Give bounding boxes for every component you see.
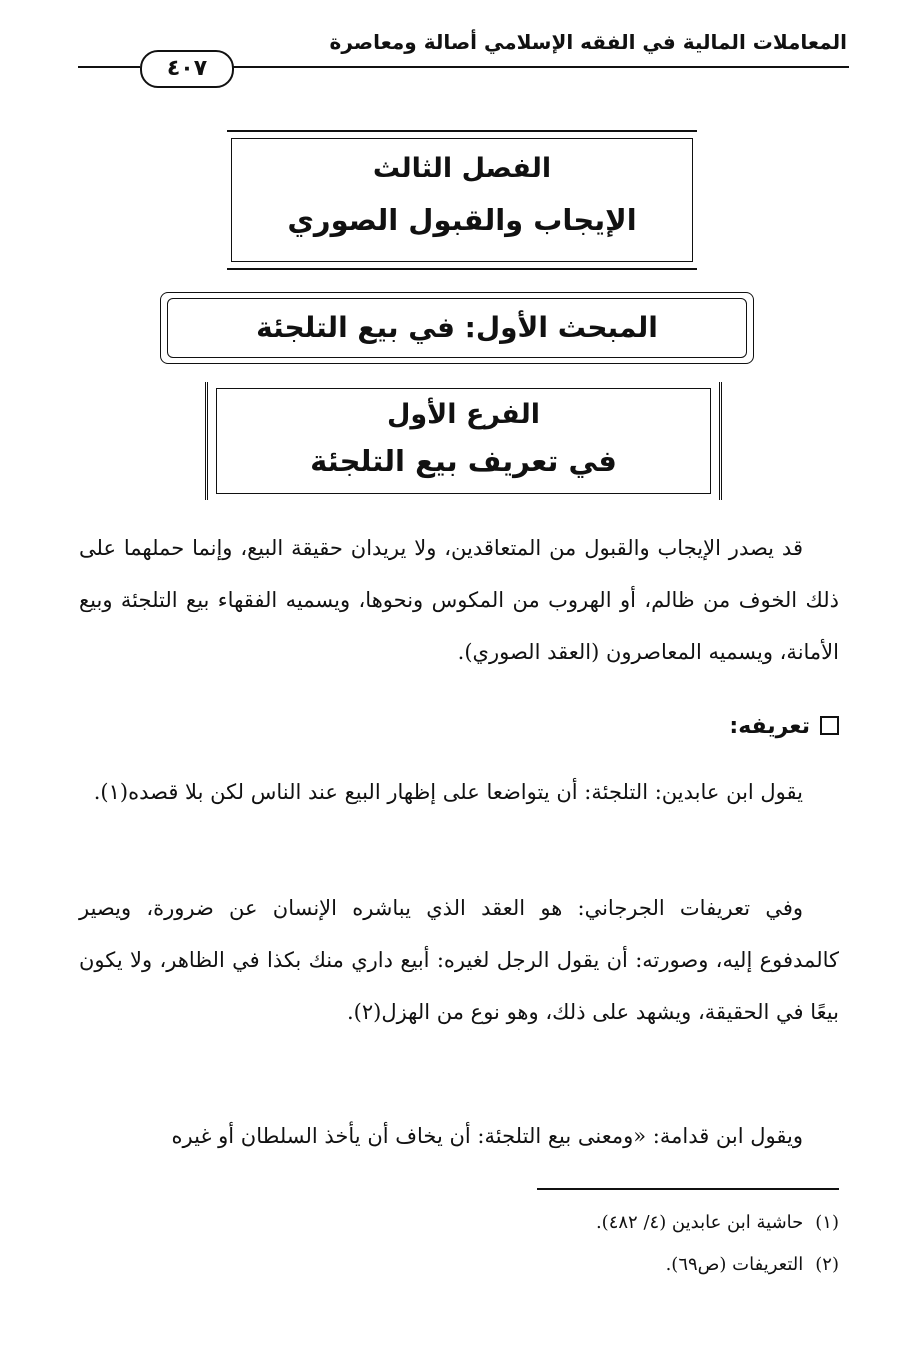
footnote-text: حاشية ابن عابدين (٤/ ٤٨٢). <box>595 1212 804 1233</box>
footnote-separator <box>537 1188 839 1190</box>
body-paragraph-2: يقول ابن عابدين: التلجئة: أن يتواضعا على إظهار البيع عند الناس لكن بلا قصده(١). <box>93 780 803 804</box>
branch-title: في تعريف بيع التلجئة <box>310 444 617 478</box>
footnote-number: (٢) <box>815 1254 839 1275</box>
footnote-1 <box>596 1212 839 1233</box>
chapter-heading-frame <box>227 130 697 270</box>
subheading-text: تعريفه: <box>729 714 810 739</box>
body-paragraph-4: ويقول ابن قدامة: «ومعنى بيع التلجئة: أن يخاف أن يأخذ السلطان أو غيره <box>171 1124 803 1148</box>
header-rule-left <box>78 66 140 68</box>
section-heading-frame <box>160 292 754 364</box>
page-number: ٤٠٧ <box>140 50 234 88</box>
subheading-definition <box>729 714 839 739</box>
chapter-heading-inner <box>231 138 693 262</box>
footnote-number: (١) <box>815 1212 839 1233</box>
branch-label: الفرع الأول <box>386 399 541 430</box>
body-paragraph-1: قد يصدر الإيجاب والقبول من المتعاقدين، ولا يريدان حقيقة البيع، وإنما حملهما على ذلك الخوف من ظالم، أو الهروب من المكوس ونحوها، ويسميه الفقهاء بيع التلجئة وبيع الأمانة، ويسميه المعاصرون (العقد الصوري). <box>79 536 839 664</box>
branch-heading-inner <box>216 388 711 494</box>
header-rule <box>232 66 849 68</box>
section-title: المبحث الأول: في بيع التلجئة <box>256 311 658 344</box>
footnote-2 <box>666 1254 839 1275</box>
body-paragraph-3: وفي تعريفات الجرجاني: هو العقد الذي يباشره الإنسان عن ضرورة، ويصير كالمدفوع إليه، وصورته: أن يقول الرجل لغيره: أبيع داري منك بكذا في الظاهر، ولا يكون بيعًا في الحقيقة، ويشهد على ذلك، وهو نوع من الهزل(٢). <box>79 896 839 1024</box>
footnote-text: التعريفات (ص٦٩). <box>665 1254 804 1275</box>
branch-heading-frame <box>205 382 722 500</box>
running-title: المعاملات المالية في الفقه الإسلامي أصالة ومعاصرة <box>329 30 847 54</box>
square-bullet-icon <box>820 716 839 735</box>
section-heading-inner <box>167 298 747 358</box>
chapter-label: الفصل الثالث <box>372 153 552 184</box>
chapter-title: الإيجاب والقبول الصوري <box>287 203 637 237</box>
